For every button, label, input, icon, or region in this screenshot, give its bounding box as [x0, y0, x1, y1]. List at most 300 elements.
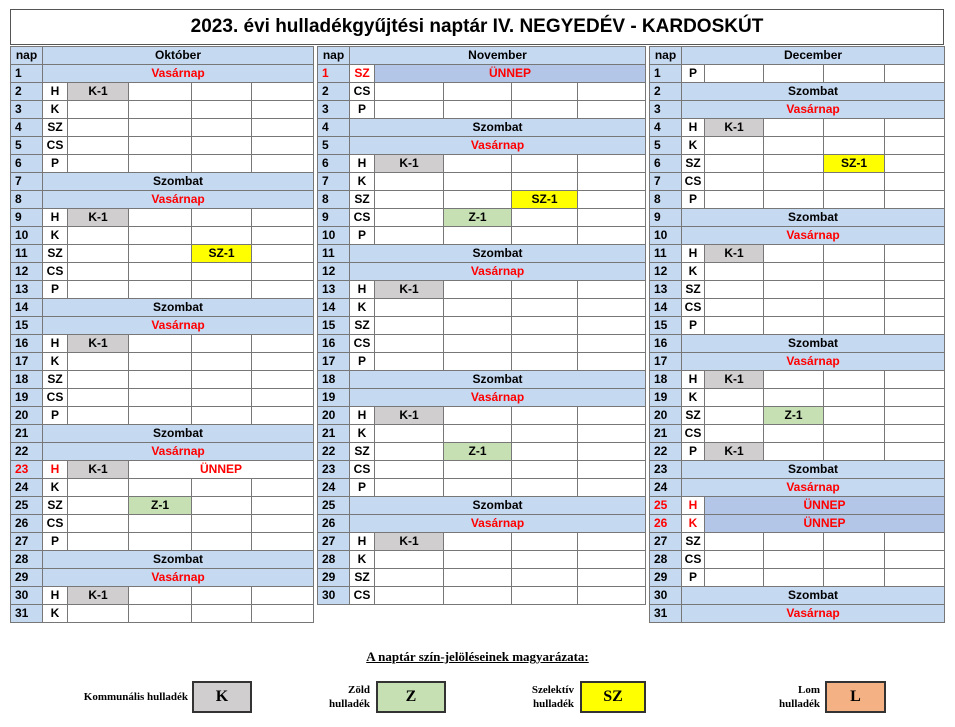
day-row: [650, 227, 945, 245]
collection-cell: Z-1: [764, 407, 824, 425]
empty-cell: [764, 119, 824, 137]
empty-cell: [824, 281, 885, 299]
day-row: [11, 173, 314, 191]
collection-cell: K-1: [68, 587, 129, 605]
empty-cell: [578, 533, 646, 551]
day-number: 13: [318, 281, 350, 299]
empty-cell: [512, 479, 578, 497]
day-number: 26: [11, 515, 43, 533]
day-number: 28: [11, 551, 43, 569]
weekday-code: H: [682, 119, 705, 137]
day-row: [650, 299, 945, 317]
day-number: 25: [11, 497, 43, 515]
empty-cell: [512, 353, 578, 371]
day-number: 17: [11, 353, 43, 371]
sunday-label: Vasárnap: [682, 101, 945, 119]
day-number: 20: [650, 407, 682, 425]
empty-cell: [824, 263, 885, 281]
empty-cell: [68, 605, 129, 623]
day-row: [650, 155, 945, 173]
day-row: [11, 227, 314, 245]
empty-cell: [578, 299, 646, 317]
empty-cell: [444, 101, 512, 119]
weekday-code: K: [43, 101, 68, 119]
empty-cell: [578, 281, 646, 299]
month-name: Október: [43, 47, 314, 65]
empty-cell: [375, 299, 444, 317]
day-row: [318, 461, 646, 479]
empty-cell: [444, 83, 512, 101]
day-row: [650, 533, 945, 551]
day-row: [11, 65, 314, 83]
day-row: [650, 425, 945, 443]
day-row: [318, 587, 646, 605]
sunday-label: Vasárnap: [350, 263, 646, 281]
sunday-label: Vasárnap: [43, 317, 314, 335]
collection-cell: K-1: [705, 371, 764, 389]
weekday-code: CS: [43, 389, 68, 407]
empty-cell: [764, 551, 824, 569]
day-number: 24: [11, 479, 43, 497]
collection-cell: K-1: [705, 119, 764, 137]
legend-label-zold: Zöld hulladék: [329, 684, 370, 710]
day-number: 6: [318, 155, 350, 173]
day-row: [11, 335, 314, 353]
weekday-code: H: [43, 335, 68, 353]
day-row: [11, 101, 314, 119]
sunday-label: Vasárnap: [350, 515, 646, 533]
day-row: [318, 65, 646, 83]
day-row: [11, 569, 314, 587]
empty-cell: [885, 569, 945, 587]
weekday-code: CS: [682, 551, 705, 569]
day-number: 4: [318, 119, 350, 137]
day-row: [650, 605, 945, 623]
empty-cell: [512, 299, 578, 317]
empty-cell: [512, 551, 578, 569]
day-number: 13: [650, 281, 682, 299]
empty-cell: [512, 533, 578, 551]
empty-cell: [824, 191, 885, 209]
day-row: [318, 299, 646, 317]
empty-cell: [252, 155, 314, 173]
sunday-label: Vasárnap: [682, 479, 945, 497]
empty-cell: [578, 461, 646, 479]
empty-cell: [705, 317, 764, 335]
day-number: 18: [318, 371, 350, 389]
weekday-code: SZ: [350, 569, 375, 587]
empty-cell: [192, 335, 252, 353]
empty-cell: [375, 191, 444, 209]
empty-cell: [444, 407, 512, 425]
weekday-code: SZ: [43, 497, 68, 515]
empty-cell: [375, 569, 444, 587]
empty-cell: [705, 191, 764, 209]
day-number: 12: [318, 263, 350, 281]
day-row: [11, 515, 314, 533]
november-table: [317, 46, 646, 605]
empty-cell: [578, 335, 646, 353]
legend-title: A naptár szín-jelöléseinek magyarázata:: [366, 649, 589, 664]
day-number: 16: [650, 335, 682, 353]
day-number: 3: [650, 101, 682, 119]
weekday-code: H: [350, 533, 375, 551]
empty-cell: [192, 587, 252, 605]
day-row: [650, 137, 945, 155]
empty-cell: [764, 245, 824, 263]
empty-cell: [129, 209, 192, 227]
empty-cell: [764, 281, 824, 299]
day-number: 20: [318, 407, 350, 425]
empty-cell: [192, 479, 252, 497]
saturday-label: Szombat: [682, 335, 945, 353]
empty-cell: [129, 227, 192, 245]
day-row: [11, 389, 314, 407]
empty-cell: [192, 605, 252, 623]
month-name: December: [682, 47, 945, 65]
weekday-code: CS: [350, 461, 375, 479]
empty-cell: [824, 245, 885, 263]
holiday-label: ÜNNEP: [375, 65, 646, 83]
empty-cell: [252, 83, 314, 101]
empty-cell: [578, 353, 646, 371]
day-number: 7: [650, 173, 682, 191]
empty-cell: [578, 173, 646, 191]
weekday-code: SZ: [682, 281, 705, 299]
day-number: 19: [650, 389, 682, 407]
sunday-label: Vasárnap: [43, 191, 314, 209]
weekday-code: H: [350, 281, 375, 299]
day-number: 3: [318, 101, 350, 119]
day-row: [650, 587, 945, 605]
sunday-label: Vasárnap: [43, 569, 314, 587]
empty-cell: [824, 533, 885, 551]
empty-cell: [252, 389, 314, 407]
day-number: 17: [318, 353, 350, 371]
day-number: 17: [650, 353, 682, 371]
empty-cell: [705, 299, 764, 317]
day-row: [318, 371, 646, 389]
empty-cell: [129, 389, 192, 407]
empty-cell: [764, 569, 824, 587]
sunday-label: Vasárnap: [43, 65, 314, 83]
day-row: [318, 515, 646, 533]
empty-cell: [444, 479, 512, 497]
day-number: 30: [11, 587, 43, 605]
empty-cell: [764, 263, 824, 281]
day-row: [650, 443, 945, 461]
empty-cell: [578, 407, 646, 425]
day-number: 21: [318, 425, 350, 443]
empty-cell: [444, 569, 512, 587]
day-number: 26: [318, 515, 350, 533]
weekday-code: H: [43, 209, 68, 227]
empty-cell: [764, 317, 824, 335]
empty-cell: [705, 155, 764, 173]
empty-cell: [192, 209, 252, 227]
day-number: 24: [318, 479, 350, 497]
empty-cell: [512, 101, 578, 119]
day-number: 10: [11, 227, 43, 245]
empty-cell: [705, 263, 764, 281]
saturday-label: Szombat: [682, 461, 945, 479]
empty-cell: [885, 119, 945, 137]
day-number: 5: [11, 137, 43, 155]
day-number: 29: [11, 569, 43, 587]
empty-cell: [824, 569, 885, 587]
empty-cell: [129, 137, 192, 155]
weekday-code: K: [350, 299, 375, 317]
legend-label-kommunalis: Kommunális hulladék: [83, 691, 188, 703]
weekday-code: K: [43, 227, 68, 245]
empty-cell: [764, 137, 824, 155]
empty-cell: [68, 533, 129, 551]
weekday-code: K: [682, 389, 705, 407]
day-row: [11, 533, 314, 551]
day-number: 2: [11, 83, 43, 101]
day-row: [318, 209, 646, 227]
empty-cell: [512, 425, 578, 443]
day-number: 14: [11, 299, 43, 317]
day-row: [318, 245, 646, 263]
empty-cell: [375, 101, 444, 119]
day-row: [650, 101, 945, 119]
collection-cell: K-1: [705, 443, 764, 461]
empty-cell: [512, 335, 578, 353]
day-row: [650, 389, 945, 407]
empty-cell: [824, 407, 885, 425]
empty-cell: [68, 137, 129, 155]
day-row: [318, 317, 646, 335]
empty-cell: [444, 173, 512, 191]
day-number: 22: [11, 443, 43, 461]
empty-cell: [705, 389, 764, 407]
empty-cell: [512, 587, 578, 605]
day-row: [650, 263, 945, 281]
empty-cell: [192, 155, 252, 173]
empty-cell: [705, 551, 764, 569]
empty-cell: [68, 515, 129, 533]
day-row: [650, 173, 945, 191]
empty-cell: [512, 209, 578, 227]
saturday-label: Szombat: [350, 119, 646, 137]
empty-cell: [68, 497, 129, 515]
weekday-code: CS: [350, 209, 375, 227]
day-row: [318, 335, 646, 353]
empty-cell: [705, 173, 764, 191]
empty-cell: [252, 263, 314, 281]
empty-cell: [129, 245, 192, 263]
weekday-code: P: [350, 479, 375, 497]
empty-cell: [444, 299, 512, 317]
empty-cell: [512, 83, 578, 101]
empty-cell: [375, 587, 444, 605]
day-number: 29: [318, 569, 350, 587]
day-row: [11, 407, 314, 425]
day-row: [318, 443, 646, 461]
day-number: 21: [11, 425, 43, 443]
day-number: 28: [650, 551, 682, 569]
empty-cell: [824, 425, 885, 443]
empty-cell: [824, 389, 885, 407]
empty-cell: [705, 281, 764, 299]
empty-cell: [444, 461, 512, 479]
collection-cell: Z-1: [444, 209, 512, 227]
day-row: [11, 83, 314, 101]
day-number: 11: [318, 245, 350, 263]
empty-cell: [375, 83, 444, 101]
day-row: [11, 299, 314, 317]
empty-cell: [578, 83, 646, 101]
day-number: 16: [11, 335, 43, 353]
empty-cell: [764, 65, 824, 83]
empty-cell: [252, 479, 314, 497]
empty-cell: [764, 191, 824, 209]
empty-cell: [824, 299, 885, 317]
saturday-label: Szombat: [43, 551, 314, 569]
day-row: [11, 605, 314, 623]
empty-cell: [885, 155, 945, 173]
empty-cell: [252, 497, 314, 515]
empty-cell: [764, 173, 824, 191]
day-row: [11, 317, 314, 335]
empty-cell: [444, 425, 512, 443]
empty-cell: [252, 227, 314, 245]
day-number: 14: [318, 299, 350, 317]
weekday-code: CS: [682, 173, 705, 191]
weekday-code: SZ: [350, 317, 375, 335]
empty-cell: [252, 245, 314, 263]
legend-box-sz: SZ: [580, 681, 646, 713]
empty-cell: [705, 569, 764, 587]
day-number: 2: [318, 83, 350, 101]
empty-cell: [375, 479, 444, 497]
empty-cell: [129, 515, 192, 533]
weekday-code: K: [350, 551, 375, 569]
empty-cell: [764, 425, 824, 443]
empty-cell: [444, 281, 512, 299]
empty-cell: [512, 173, 578, 191]
empty-cell: [578, 317, 646, 335]
empty-cell: [512, 461, 578, 479]
saturday-label: Szombat: [682, 587, 945, 605]
empty-cell: [252, 137, 314, 155]
day-row: [650, 515, 945, 533]
weekday-code: K: [350, 173, 375, 191]
weekday-code: K: [43, 479, 68, 497]
empty-cell: [705, 425, 764, 443]
day-number: 21: [650, 425, 682, 443]
day-number: 27: [11, 533, 43, 551]
legend-label-lom: Lom hulladék: [779, 684, 820, 710]
empty-cell: [252, 515, 314, 533]
empty-cell: [885, 317, 945, 335]
weekday-code: CS: [350, 335, 375, 353]
empty-cell: [375, 227, 444, 245]
day-row: [11, 425, 314, 443]
empty-cell: [252, 281, 314, 299]
empty-cell: [375, 335, 444, 353]
weekday-code: P: [350, 353, 375, 371]
weekday-code: SZ: [350, 65, 375, 83]
empty-cell: [192, 533, 252, 551]
empty-cell: [375, 209, 444, 227]
day-number: 18: [11, 371, 43, 389]
day-number: 6: [650, 155, 682, 173]
weekday-code: SZ: [682, 407, 705, 425]
empty-cell: [512, 227, 578, 245]
weekday-code: P: [43, 155, 68, 173]
empty-cell: [192, 137, 252, 155]
day-number: 25: [650, 497, 682, 515]
day-row: [650, 335, 945, 353]
day-row: [11, 371, 314, 389]
empty-cell: [129, 533, 192, 551]
weekday-code: P: [682, 569, 705, 587]
weekday-code: K: [682, 263, 705, 281]
weekday-code: H: [682, 245, 705, 263]
month-header-row: [318, 47, 646, 65]
day-row: [650, 353, 945, 371]
empty-cell: [444, 353, 512, 371]
empty-cell: [578, 443, 646, 461]
empty-cell: [824, 317, 885, 335]
holiday-label: ÜNNEP: [129, 461, 314, 479]
empty-cell: [192, 497, 252, 515]
day-row: [11, 497, 314, 515]
day-row: [318, 227, 646, 245]
day-row: [11, 479, 314, 497]
weekday-code: P: [43, 281, 68, 299]
weekday-code: K: [350, 425, 375, 443]
weekday-code: P: [682, 191, 705, 209]
day-number: 23: [650, 461, 682, 479]
day-number: 10: [650, 227, 682, 245]
weekday-code: CS: [43, 137, 68, 155]
empty-cell: [192, 353, 252, 371]
day-number: 29: [650, 569, 682, 587]
empty-cell: [764, 443, 824, 461]
weekday-code: H: [43, 587, 68, 605]
day-row: [318, 551, 646, 569]
empty-cell: [885, 65, 945, 83]
weekday-code: K: [682, 137, 705, 155]
empty-cell: [129, 335, 192, 353]
collection-cell: SZ-1: [512, 191, 578, 209]
day-row: [318, 425, 646, 443]
empty-cell: [824, 65, 885, 83]
empty-cell: [885, 299, 945, 317]
empty-cell: [578, 101, 646, 119]
empty-cell: [192, 407, 252, 425]
day-row: [318, 497, 646, 515]
collection-cell: K-1: [375, 407, 444, 425]
empty-cell: [885, 371, 945, 389]
empty-cell: [885, 173, 945, 191]
weekday-code: CS: [350, 587, 375, 605]
empty-cell: [68, 353, 129, 371]
day-number: 18: [650, 371, 682, 389]
holiday-label: ÜNNEP: [705, 515, 945, 533]
day-row: [650, 83, 945, 101]
day-row: [11, 119, 314, 137]
empty-cell: [129, 263, 192, 281]
day-number: 16: [318, 335, 350, 353]
holiday-label: ÜNNEP: [705, 497, 945, 515]
weekday-code: H: [682, 497, 705, 515]
day-number: 23: [318, 461, 350, 479]
weekday-code: H: [43, 461, 68, 479]
